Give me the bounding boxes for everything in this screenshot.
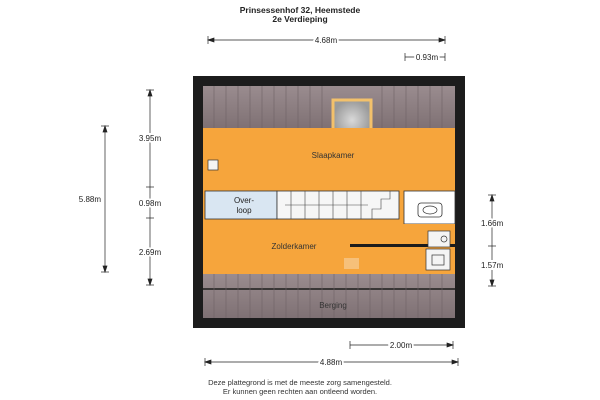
dim-width-bottom: 4.88m — [319, 358, 343, 367]
address-title: Prinsessenhof 32, Heemstede — [239, 5, 361, 15]
room-label-landing-1: Over- — [234, 196, 254, 205]
disclaimer-line-2: Er kunnen geen rechten aan ontleend worden. — [222, 387, 378, 396]
attic-room-floor — [203, 224, 455, 274]
dim-width-right-top: 0.93m — [415, 53, 439, 62]
room-label-bedroom: Slaapkamer — [311, 151, 355, 160]
dim-height-upper: 3.95m — [138, 134, 162, 143]
dim-height-middle: 0.98m — [138, 199, 162, 208]
dim-width-bottom-partial: 2.00m — [389, 341, 413, 350]
room-label-attic: Zolderkamer — [271, 242, 317, 251]
dim-height-total: 5.88m — [78, 195, 101, 204]
washing-machine-icon — [426, 249, 450, 270]
dim-height-lower: 2.69m — [138, 248, 162, 257]
roof-slope-bottom — [203, 274, 455, 318]
disclaimer-line-1: Deze plattegrond is met de meeste zorg samengesteld. — [208, 378, 392, 387]
roof-slope-top — [203, 86, 455, 128]
room-label-landing-2: loop — [236, 206, 252, 215]
dim-right-lower: 1.57m — [481, 261, 504, 270]
floor-title: 2e Verdieping — [272, 14, 328, 24]
light-fixture-icon — [344, 258, 359, 269]
room-label-storage: Berging — [319, 301, 347, 310]
dim-width-top: 4.68m — [314, 36, 338, 45]
washbasin-icon — [418, 203, 442, 217]
switch-box-icon — [208, 160, 218, 170]
dim-right-upper: 1.66m — [481, 219, 504, 228]
